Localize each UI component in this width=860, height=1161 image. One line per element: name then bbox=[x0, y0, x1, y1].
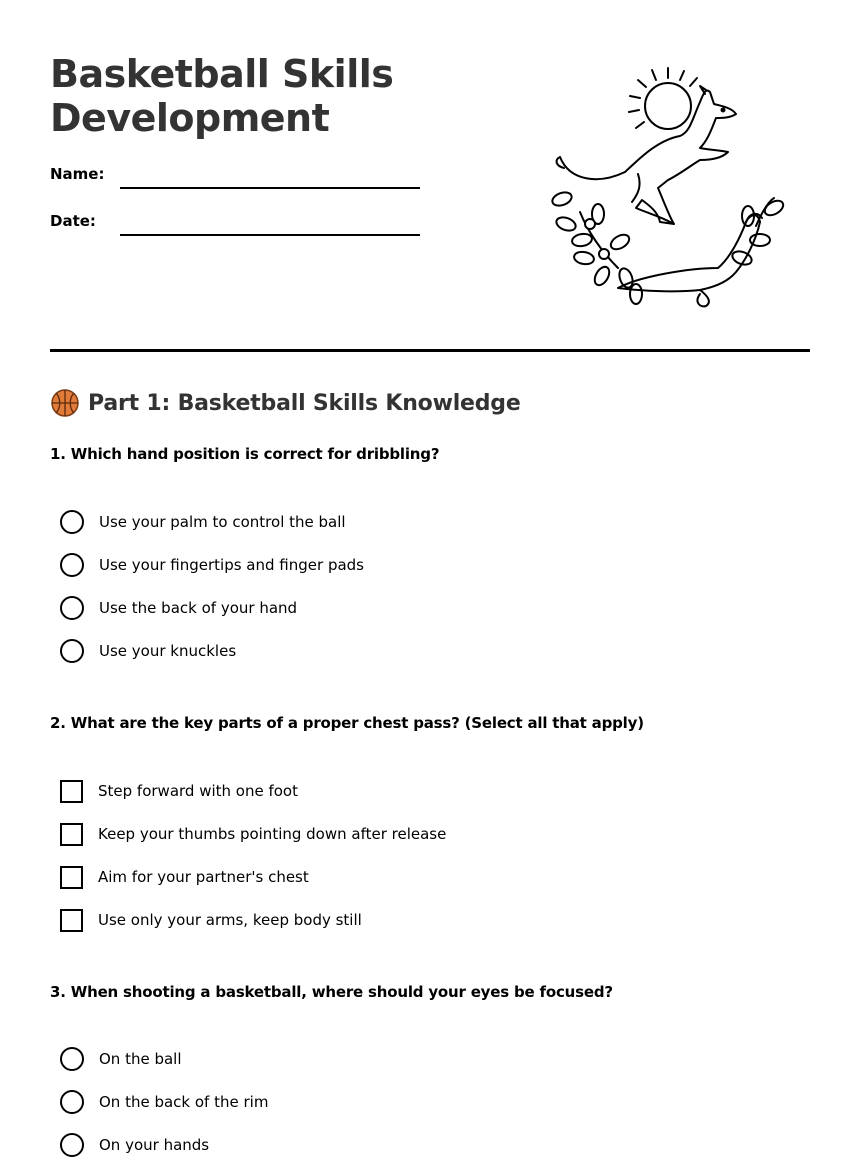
question-3-option-1[interactable] bbox=[60, 1046, 182, 1072]
question-2: 2. What are the key parts of a proper chest pass? (Select all that apply) bbox=[50, 714, 644, 732]
kangaroo-emblem-icon bbox=[540, 62, 790, 312]
question-1: 1. Which hand position is correct for dribbling? bbox=[50, 445, 440, 463]
question-2-option-1[interactable] bbox=[60, 778, 298, 804]
option-label: Use your palm to control the ball bbox=[99, 513, 346, 531]
option-label: Use your fingertips and finger pads bbox=[99, 556, 364, 574]
radio-button[interactable] bbox=[60, 510, 84, 534]
name-input-line[interactable] bbox=[120, 187, 420, 189]
option-label: On the back of the rim bbox=[99, 1093, 269, 1111]
radio-button[interactable] bbox=[60, 553, 84, 577]
option-label: Use the back of your hand bbox=[99, 599, 298, 617]
option-label: Aim for your partner's chest bbox=[98, 868, 309, 886]
checkbox[interactable] bbox=[60, 823, 83, 846]
date-label: Date: bbox=[50, 212, 96, 230]
option-label: On your hands bbox=[99, 1136, 210, 1154]
leaf-branch-left-icon bbox=[551, 190, 642, 304]
title-line-2: Development bbox=[50, 96, 330, 140]
option-label: On the ball bbox=[99, 1050, 182, 1068]
basketball-icon bbox=[50, 388, 80, 418]
question-3-option-2[interactable] bbox=[60, 1089, 268, 1115]
radio-button[interactable] bbox=[60, 639, 84, 663]
section-header bbox=[50, 388, 521, 418]
radio-button[interactable] bbox=[60, 1090, 84, 1114]
radio-button[interactable] bbox=[60, 1047, 84, 1071]
option-label: Step forward with one foot bbox=[98, 782, 298, 800]
checkbox[interactable] bbox=[60, 866, 83, 889]
section-divider bbox=[50, 349, 810, 352]
checkbox[interactable] bbox=[60, 909, 83, 932]
question-2-option-4[interactable] bbox=[60, 907, 362, 933]
question-2-option-2[interactable] bbox=[60, 821, 446, 847]
question-1-option-4[interactable] bbox=[60, 638, 236, 664]
date-input-line[interactable] bbox=[120, 234, 420, 236]
option-label: Use your knuckles bbox=[99, 642, 237, 660]
worksheet-title bbox=[50, 52, 393, 140]
sun-icon bbox=[629, 68, 697, 129]
checkbox[interactable] bbox=[60, 780, 83, 803]
option-label: Keep your thumbs pointing down after release bbox=[98, 825, 447, 843]
radio-button[interactable] bbox=[60, 1133, 84, 1157]
name-label: Name: bbox=[50, 165, 105, 183]
radio-button[interactable] bbox=[60, 596, 84, 620]
title-line-1: Basketball Skills bbox=[50, 52, 394, 96]
question-3: 3. When shooting a basketball, where should your eyes be focused? bbox=[50, 983, 613, 1001]
question-2-option-3[interactable] bbox=[60, 864, 309, 890]
question-1-option-2[interactable] bbox=[60, 552, 364, 578]
question-3-option-3[interactable] bbox=[60, 1132, 209, 1158]
section-title: Part 1: Basketball Skills Knowledge bbox=[88, 390, 521, 416]
question-1-option-3[interactable] bbox=[60, 595, 297, 621]
option-label: Use only your arms, keep body still bbox=[98, 911, 362, 929]
question-1-option-1[interactable] bbox=[60, 509, 346, 535]
